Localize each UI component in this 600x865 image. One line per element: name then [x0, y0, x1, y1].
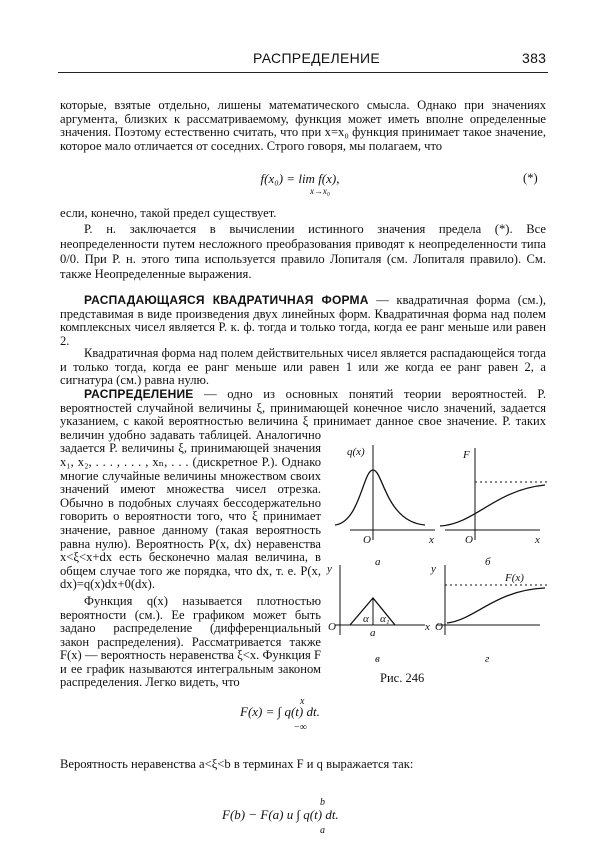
paragraph: Р. н. заключается в вычислении истинного значения предела (*). Все неопределенности путем несложного преобразования приводят к неопределенности типа 0/0. При Р. н. этого типа используется правило Лопиталя (см. Лопиталя правило). См. также Неопределенные выражения.: [60, 222, 546, 281]
panel-g: [430, 563, 550, 665]
page-number: 383: [522, 50, 547, 66]
paragraph: Вероятность неравенства a<ξ<b в терминах F и q выражается так:: [60, 757, 414, 771]
origin-label: O: [435, 621, 443, 633]
entry-quadratic-form: [60, 294, 546, 348]
paragraph: Функция q(x) называется плотностью вероятности (см.). Ее графиком может быть задано распределение (дифференциальный закон распределения). Рассматривается также F(x) — вероятность неравенства ξ<x. Функция F и ее график называются интегральным законом распределения. Легко видеть, что: [60, 593, 321, 690]
paragraph: которые, взятые отдельно, лишены математического смысла. Однако при значениях аргумента, близких к рассматриваемому, функция может иметь вполне определенные значения. Поэтому естественно считать, что при x=x₀ функция принимает такое значение, которое мало отличается от соседних. Строго говоря, мы полагаем, что: [60, 98, 546, 153]
formula-lhs: F(x) =: [240, 704, 275, 719]
panel-label: а: [375, 556, 381, 568]
upper-limit: x: [300, 696, 305, 707]
panel-label: г: [485, 653, 490, 665]
point-a-label: a: [370, 627, 376, 639]
origin-label: O: [328, 621, 336, 633]
formula-integral: ∫ q(t) dt.: [277, 704, 320, 719]
entry-text: — квадратичная форма (см.), представимая в виде произведения двух линейных форм. Квадратичная форма над полем комплексных чисел является Р. к. ф. тогда и только тогда, когда ее ранг меньше или равен 2.: [60, 293, 547, 348]
panel-label: в: [375, 653, 380, 665]
lower-limit: −∞: [294, 722, 307, 733]
panel-a: [335, 445, 435, 568]
paragraph: Квадратичная форма над полем действительных чисел является распадающейся тогда и только тогда, когда ее ранг меньше или равен 1 или же когда ее ранг равен 2, а сигнатура (см.) равна нулю.: [60, 346, 547, 388]
figure-246: [325, 440, 560, 690]
x-axis-label: x: [429, 534, 434, 546]
running-header: РАСПРЕДЕЛЕНИЕ: [253, 50, 381, 66]
y-axis-label: y: [431, 563, 436, 575]
entry-term: РАСПАДАЮЩАЯСЯ КВАДРАТИЧНАЯ ФОРМА: [84, 293, 369, 307]
figure-caption: Рис. 246: [380, 671, 425, 685]
entry-term: РАСПРЕДЕЛЕНИЕ: [84, 387, 194, 401]
paragraph: если, конечно, такой предел существует.: [60, 206, 277, 220]
entry-text: — одно из основных понятий теории вероятностей. Р. вероятностей случайной величины ξ, принимающей конечное число значений, задается указанием, с какой вероятностью величина ξ принимает данное свое значение. Р. таких величин удобно задавать таблицей. Аналогично задается Р. величины ξ, принимающей значения x₁, x₂, . . . , . . . , xₙ, . . . (дискретное Р.). Однако многие случайные величины множеством своих значений имеют множества чисел отрезка. Обычно в подобных случаях бессодержательно говорить о вероятности того, что ξ принимает значение, равное данному (такая вероятность равна нулю). Вероятность P(x, dx) неравенства x<ξ<x+dx есть бесконечно малая величина, в общем случае того же порядка, что dx, т. е. P(x, dx)=q(x)dx+0(dx).: [60, 387, 546, 592]
x-axis-label: x: [535, 534, 540, 546]
panel-b: [440, 448, 550, 568]
formula-tag: (*): [523, 171, 538, 185]
formula-integral-F: [240, 696, 320, 733]
x-axis-label: x: [425, 621, 430, 633]
formula-lhs: F(b) − F(a) и: [222, 807, 294, 822]
panel-label: б: [485, 556, 491, 568]
formula-text: f(x₀) = lim f(x),: [260, 171, 340, 186]
formula-integral: ∫ q(t) dt.: [296, 807, 339, 822]
y-axis-label: q(x): [347, 446, 365, 458]
panel-v: [326, 563, 430, 665]
angle-alpha-label: α: [363, 613, 369, 625]
y-axis-label: F: [463, 449, 470, 461]
curve-label: F(x): [505, 572, 524, 584]
header-rule: [58, 72, 548, 73]
y-axis-label: y: [327, 563, 332, 575]
formula-limit: [200, 172, 400, 196]
lower-limit: a: [320, 825, 325, 836]
origin-label: O: [465, 534, 473, 546]
formula-probability: [222, 797, 339, 836]
origin-label: O: [363, 534, 371, 546]
angle-alpha1-label: α₁: [380, 613, 390, 625]
formula-subscript: x→x₀: [309, 185, 331, 196]
upper-limit: b: [320, 797, 325, 808]
